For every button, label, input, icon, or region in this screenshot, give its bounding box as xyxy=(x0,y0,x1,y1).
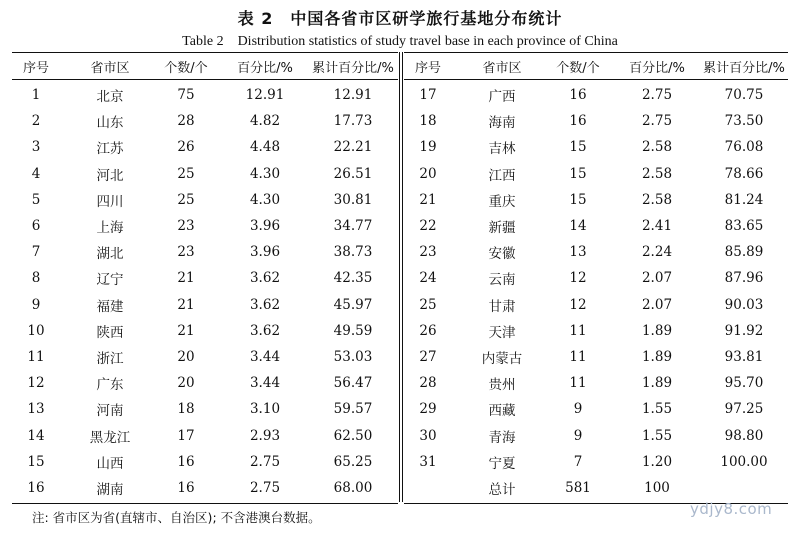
cell-province: 甘肃 xyxy=(488,298,516,315)
table-row xyxy=(12,345,398,369)
cell-cumulative: 83.65 xyxy=(724,218,764,234)
cell-count: 16 xyxy=(569,113,587,130)
cell-cumulative: 34.77 xyxy=(333,218,373,234)
header-province: 省市区 xyxy=(90,60,130,76)
cell-province: 山西 xyxy=(96,455,124,472)
cell-percent: 1.89 xyxy=(641,349,673,365)
cell-count: 26 xyxy=(177,139,195,156)
cell-count: 12 xyxy=(569,270,587,287)
cell-index: 1 xyxy=(31,87,41,103)
double-rule-a xyxy=(399,52,400,502)
table-row xyxy=(12,162,398,186)
cell-percent: 2.75 xyxy=(249,453,281,470)
cell-count: 17 xyxy=(177,427,195,444)
cell-percent: 2.58 xyxy=(641,139,673,156)
cell-index: 7 xyxy=(31,244,41,261)
table-row xyxy=(12,83,398,107)
cell-percent: 3.62 xyxy=(249,296,281,313)
cell-count: 18 xyxy=(177,401,195,418)
header-province: 省市区 xyxy=(482,60,522,76)
cell-province: 宁夏 xyxy=(488,455,516,472)
cell-index: 12 xyxy=(27,375,45,392)
table-right-half xyxy=(404,52,788,504)
cell-count: 16 xyxy=(177,480,195,496)
cell-index: 2 xyxy=(31,113,41,130)
cell-province: 安徽 xyxy=(488,246,516,263)
table-row xyxy=(12,214,398,238)
cell-cumulative: 38.73 xyxy=(333,244,373,261)
table-row xyxy=(404,83,788,107)
cell-index: 13 xyxy=(27,401,45,418)
header-percent: 百分比/% xyxy=(629,60,685,76)
cell-index: 5 xyxy=(31,191,41,208)
cell-province: 北京 xyxy=(96,89,124,105)
table-row xyxy=(12,450,398,474)
cell-count: 23 xyxy=(177,218,195,234)
cell-percent: 4.30 xyxy=(249,191,281,208)
cell-percent: 3.62 xyxy=(249,270,281,287)
table-row xyxy=(404,371,788,395)
cell-cumulative: 90.03 xyxy=(724,296,764,313)
table-title-cn: 表 2 中国各省市区研学旅行基地分布统计 xyxy=(237,9,563,28)
cell-province: 河南 xyxy=(96,403,124,420)
cell-province: 江苏 xyxy=(96,141,124,158)
table-note: 注: 省市区为省(直辖市、自治区); 不含港澳台数据。 xyxy=(32,510,321,525)
cell-province: 黑龙江 xyxy=(89,429,131,446)
cell-cumulative: 98.80 xyxy=(724,427,764,444)
cell-cumulative: 53.03 xyxy=(333,349,373,365)
cell-index: 30 xyxy=(419,427,437,444)
cell-percent: 3.44 xyxy=(249,375,281,392)
cell-cumulative: 87.96 xyxy=(724,270,764,287)
cell-province: 广东 xyxy=(96,377,124,394)
cell-count: 14 xyxy=(569,218,587,234)
cell-index: 19 xyxy=(419,139,437,156)
header-index: 序号 xyxy=(414,60,441,76)
cell-count: 581 xyxy=(565,480,591,496)
table-row xyxy=(12,135,398,159)
cell-percent: 2.75 xyxy=(641,87,673,103)
cell-province: 广西 xyxy=(488,89,516,105)
table-row xyxy=(404,240,788,264)
cell-cumulative: 62.50 xyxy=(333,427,373,444)
cell-cumulative: 76.08 xyxy=(724,139,764,156)
cell-index xyxy=(408,476,448,500)
cell-index: 9 xyxy=(31,296,41,313)
cell-cumulative: 100.00 xyxy=(720,453,768,470)
cell-count: 25 xyxy=(177,191,195,208)
cell-count: 20 xyxy=(177,375,195,392)
table-row xyxy=(404,319,788,343)
table-row xyxy=(12,293,398,317)
table-row xyxy=(404,109,788,133)
cell-percent: 2.41 xyxy=(641,218,673,234)
cell-count: 11 xyxy=(569,375,587,392)
cell-count: 7 xyxy=(573,453,583,470)
cell-cumulative: 97.25 xyxy=(724,401,764,418)
cell-index: 16 xyxy=(27,480,45,496)
cell-province: 上海 xyxy=(96,220,124,236)
cell-percent: 1.55 xyxy=(641,427,673,444)
cell-percent: 3.96 xyxy=(249,244,281,261)
cell-percent: 4.48 xyxy=(249,139,281,156)
cell-index: 10 xyxy=(27,322,45,339)
cell-percent: 4.30 xyxy=(249,165,281,182)
cell-province: 陕西 xyxy=(96,324,124,341)
cell-index: 31 xyxy=(419,453,437,470)
cell-province: 辽宁 xyxy=(96,272,124,289)
table-row xyxy=(12,476,398,500)
header-cumulative: 累计百分比/% xyxy=(703,60,785,76)
cell-percent: 2.07 xyxy=(641,296,673,313)
cell-province: 山东 xyxy=(96,115,124,132)
table-left-half xyxy=(12,52,398,504)
cell-count: 21 xyxy=(177,322,195,339)
cell-percent: 1.55 xyxy=(641,401,673,418)
cell-index: 20 xyxy=(419,165,437,182)
cell-percent: 2.58 xyxy=(641,191,673,208)
table-row xyxy=(12,397,398,421)
cell-count: 11 xyxy=(569,349,587,365)
cell-cumulative: 49.59 xyxy=(333,322,373,339)
cell-count: 21 xyxy=(177,270,195,287)
cell-count: 75 xyxy=(177,87,195,103)
double-rule-b xyxy=(402,52,403,502)
cell-province: 浙江 xyxy=(96,351,124,367)
table-row xyxy=(404,293,788,317)
header-count: 个数/个 xyxy=(164,60,208,76)
cell-province: 海南 xyxy=(488,115,516,132)
cell-index: 24 xyxy=(419,270,437,287)
header-cumulative: 累计百分比/% xyxy=(312,60,394,76)
table-row xyxy=(404,188,788,212)
cell-cumulative: 17.73 xyxy=(333,113,373,130)
cell-count: 15 xyxy=(569,139,587,156)
cell-cumulative xyxy=(700,476,788,500)
cell-count: 9 xyxy=(573,427,583,444)
table-title-en: Table 2 Distribution statistics of study travel base in each province of China xyxy=(182,34,618,49)
cell-province: 内蒙古 xyxy=(481,351,523,367)
table-row xyxy=(404,214,788,238)
cell-index: 18 xyxy=(419,113,437,130)
cell-percent: 2.93 xyxy=(249,427,281,444)
cell-cumulative: 93.81 xyxy=(724,349,764,365)
cell-count: 20 xyxy=(177,349,195,365)
cell-cumulative: 81.24 xyxy=(724,191,764,208)
cell-percent: 12.91 xyxy=(245,87,285,103)
table-row xyxy=(12,266,398,290)
cell-cumulative: 73.50 xyxy=(724,113,764,130)
cell-province: 福建 xyxy=(96,298,124,315)
cell-index: 11 xyxy=(27,349,45,365)
cell-count: 23 xyxy=(177,244,195,261)
cell-index: 28 xyxy=(419,375,437,392)
header-percent: 百分比/% xyxy=(237,60,293,76)
cell-index: 23 xyxy=(419,244,437,261)
table-row xyxy=(12,424,398,448)
cell-percent: 3.96 xyxy=(249,218,281,234)
table-row xyxy=(12,240,398,264)
table-row xyxy=(12,371,398,395)
cell-count: 11 xyxy=(569,322,587,339)
cell-percent: 2.07 xyxy=(641,270,673,287)
table-row xyxy=(404,476,788,500)
cell-index: 4 xyxy=(31,165,41,182)
cell-percent: 3.10 xyxy=(249,401,281,418)
cell-percent: 2.24 xyxy=(641,244,673,261)
table-row xyxy=(404,450,788,474)
cell-count: 15 xyxy=(569,191,587,208)
cell-index: 3 xyxy=(31,139,41,156)
table-row xyxy=(404,135,788,159)
cell-province: 天津 xyxy=(488,324,516,341)
cell-cumulative: 42.35 xyxy=(333,270,373,287)
cell-province: 新疆 xyxy=(488,220,516,236)
cell-province: 西藏 xyxy=(488,403,516,420)
cell-percent: 1.20 xyxy=(641,453,673,470)
cell-province: 湖南 xyxy=(96,482,124,498)
cell-province: 贵州 xyxy=(488,377,516,394)
table-row xyxy=(404,345,788,369)
cell-province: 吉林 xyxy=(488,141,516,158)
cell-province: 总计 xyxy=(488,482,516,498)
cell-count: 16 xyxy=(177,453,195,470)
cell-count: 21 xyxy=(177,296,195,313)
cell-percent: 3.62 xyxy=(249,322,281,339)
cell-index: 6 xyxy=(31,218,41,234)
cell-percent: 2.75 xyxy=(249,480,281,496)
cell-index: 15 xyxy=(27,453,45,470)
cell-province: 重庆 xyxy=(488,193,516,210)
cell-count: 28 xyxy=(177,113,195,130)
watermark: ydjy8.com xyxy=(690,500,773,518)
cell-percent: 1.89 xyxy=(641,375,673,392)
cell-percent: 4.82 xyxy=(249,113,281,130)
cell-count: 12 xyxy=(569,296,587,313)
cell-province: 江西 xyxy=(488,167,516,184)
header-count: 个数/个 xyxy=(556,60,600,76)
cell-index: 21 xyxy=(419,191,437,208)
cell-cumulative: 59.57 xyxy=(333,401,373,418)
cell-province: 云南 xyxy=(488,272,516,289)
cell-count: 15 xyxy=(569,165,587,182)
cell-percent: 3.44 xyxy=(249,349,281,365)
cell-percent: 100 xyxy=(644,480,670,496)
table-row xyxy=(12,319,398,343)
cell-index: 8 xyxy=(31,270,41,287)
cell-count: 25 xyxy=(177,165,195,182)
cell-cumulative: 56.47 xyxy=(333,375,373,392)
cell-cumulative: 68.00 xyxy=(333,480,373,496)
cell-cumulative: 45.97 xyxy=(333,296,373,313)
table-row xyxy=(404,397,788,421)
cell-index: 27 xyxy=(419,349,437,365)
cell-count: 9 xyxy=(573,401,583,418)
cell-index: 26 xyxy=(419,322,437,339)
cell-percent: 2.75 xyxy=(641,113,673,130)
cell-count: 13 xyxy=(569,244,587,261)
cell-cumulative: 65.25 xyxy=(333,453,373,470)
cell-cumulative: 85.89 xyxy=(724,244,764,261)
cell-cumulative: 95.70 xyxy=(724,375,764,392)
table-row xyxy=(12,188,398,212)
cell-index: 14 xyxy=(27,427,45,444)
cell-province: 四川 xyxy=(96,193,124,210)
header-row xyxy=(12,53,398,80)
cell-cumulative: 22.21 xyxy=(333,139,373,156)
cell-province: 河北 xyxy=(96,167,124,184)
cell-index: 29 xyxy=(419,401,437,418)
header-row xyxy=(404,53,788,80)
cell-percent: 1.89 xyxy=(641,322,673,339)
distribution-table xyxy=(12,52,788,502)
header-index: 序号 xyxy=(22,60,49,76)
table-row xyxy=(404,162,788,186)
cell-cumulative: 26.51 xyxy=(333,165,373,182)
cell-cumulative: 30.81 xyxy=(333,191,373,208)
cell-index: 25 xyxy=(419,296,437,313)
cell-count: 16 xyxy=(569,87,587,103)
table-row xyxy=(404,266,788,290)
cell-cumulative: 70.75 xyxy=(724,87,764,103)
cell-index: 22 xyxy=(419,218,437,234)
cell-cumulative: 91.92 xyxy=(724,322,764,339)
cell-percent: 2.58 xyxy=(641,165,673,182)
cell-province: 湖北 xyxy=(96,246,124,263)
cell-cumulative: 12.91 xyxy=(333,87,373,103)
table-row xyxy=(12,109,398,133)
cell-cumulative: 78.66 xyxy=(724,165,764,182)
table-row xyxy=(404,424,788,448)
cell-index: 17 xyxy=(419,87,437,103)
cell-province: 青海 xyxy=(488,429,516,446)
